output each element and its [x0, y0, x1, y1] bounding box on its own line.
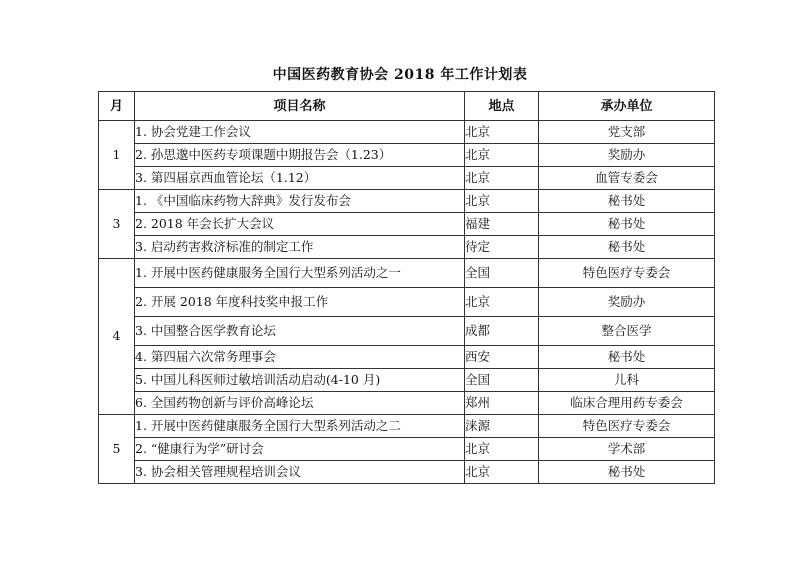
location-cell: 涞源 — [465, 415, 539, 438]
item-cell: 3. 启动药害救济标准的制定工作 — [135, 236, 465, 259]
unit-cell: 特色医疗专委会 — [539, 259, 715, 288]
location-cell: 郑州 — [465, 392, 539, 415]
item-cell: 5. 中国儿科医师过敏培训活动启动(4-10 月) — [135, 369, 465, 392]
page-title: 中国医药教育协会 2018 年工作计划表 — [272, 67, 528, 83]
item-cell: 1. 开展中医药健康服务全国行大型系列活动之一 — [135, 259, 465, 288]
location-cell: 全国 — [465, 369, 539, 392]
table-row — [99, 346, 715, 369]
item-cell: 2. “健康行为学”研讨会 — [135, 438, 465, 461]
table-row — [99, 190, 715, 213]
location-cell: 北京 — [465, 121, 539, 144]
unit-cell: 血管专委会 — [539, 167, 715, 190]
unit-cell: 党支部 — [539, 121, 715, 144]
unit-cell: 奖励办 — [539, 288, 715, 317]
table-row — [99, 438, 715, 461]
location-cell: 待定 — [465, 236, 539, 259]
unit-cell: 秘书处 — [539, 461, 715, 484]
table-row — [99, 144, 715, 167]
unit-cell: 奖励办 — [539, 144, 715, 167]
item-cell: 4. 第四届六次常务理事会 — [135, 346, 465, 369]
location-cell: 北京 — [465, 167, 539, 190]
item-cell: 2. 2018 年会长扩大会议 — [135, 213, 465, 236]
item-cell: 6. 全国药物创新与评价高峰论坛 — [135, 392, 465, 415]
item-cell: 2. 开展 2018 年度科技奖申报工作 — [135, 288, 465, 317]
location-cell: 北京 — [465, 288, 539, 317]
unit-cell: 特色医疗专委会 — [539, 415, 715, 438]
unit-cell: 儿科 — [539, 369, 715, 392]
location-cell: 北京 — [465, 190, 539, 213]
table-row — [99, 317, 715, 346]
item-cell: 3. 第四届京西血管论坛（1.12） — [135, 167, 465, 190]
month-cell: 5 — [99, 415, 135, 484]
location-cell: 北京 — [465, 144, 539, 167]
unit-cell: 秘书处 — [539, 236, 715, 259]
header-item: 项目名称 — [135, 92, 465, 121]
item-cell: 3. 中国整合医学教育论坛 — [135, 317, 465, 346]
location-cell: 成都 — [465, 317, 539, 346]
table-row — [99, 369, 715, 392]
unit-cell: 秘书处 — [539, 213, 715, 236]
unit-cell: 秘书处 — [539, 190, 715, 213]
unit-cell: 临床合理用药专委会 — [539, 392, 715, 415]
table-row — [99, 167, 715, 190]
month-cell: 3 — [99, 190, 135, 259]
table-row — [99, 415, 715, 438]
header-unit: 承办单位 — [539, 92, 715, 121]
table-row — [99, 121, 715, 144]
table-row — [99, 461, 715, 484]
work-plan-table — [98, 91, 715, 484]
month-cell: 1 — [99, 121, 135, 190]
location-cell: 西安 — [465, 346, 539, 369]
location-cell: 全国 — [465, 259, 539, 288]
table-row — [99, 392, 715, 415]
item-cell: 1. 《中国临床药物大辞典》发行发布会 — [135, 190, 465, 213]
item-cell: 3. 协会相关管理规程培训会议 — [135, 461, 465, 484]
location-cell: 北京 — [465, 438, 539, 461]
unit-cell: 学术部 — [539, 438, 715, 461]
header-location: 地点 — [465, 92, 539, 121]
table-row — [99, 288, 715, 317]
unit-cell: 秘书处 — [539, 346, 715, 369]
month-cell: 4 — [99, 259, 135, 415]
item-cell: 1. 开展中医药健康服务全国行大型系列活动之二 — [135, 415, 465, 438]
table-row — [99, 259, 715, 288]
table-header-row — [99, 92, 715, 121]
header-month: 月 — [99, 92, 135, 121]
table-row — [99, 236, 715, 259]
item-cell: 2. 孙思邈中医药专项课题中期报告会（1.23） — [135, 144, 465, 167]
location-cell: 北京 — [465, 461, 539, 484]
location-cell: 福建 — [465, 213, 539, 236]
unit-cell: 整合医学 — [539, 317, 715, 346]
table-row — [99, 213, 715, 236]
item-cell: 1. 协会党建工作会议 — [135, 121, 465, 144]
